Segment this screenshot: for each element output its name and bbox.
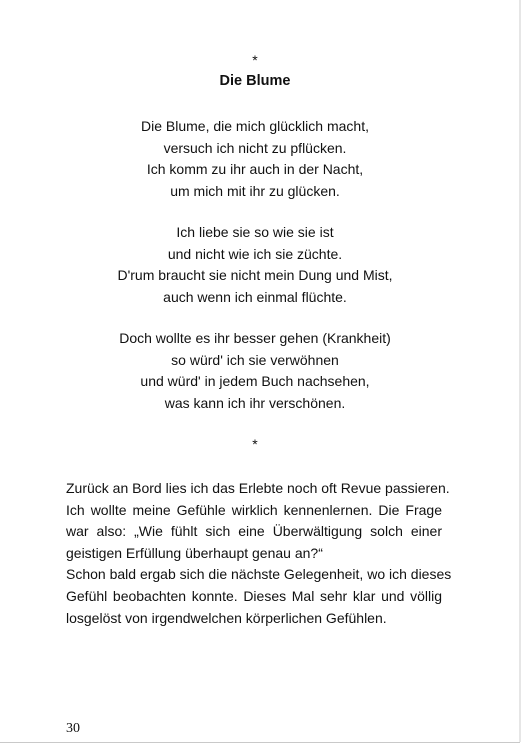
- poem-line: versuch ich nicht zu pflücken.: [163, 139, 347, 156]
- poem-line: so würd' ich sie verwöhnen: [171, 351, 339, 368]
- poem-stanza-2: [0, 222, 510, 309]
- poem-line: D'rum braucht sie nicht mein Dung und Mist,: [117, 267, 393, 284]
- poem-stanza-3: [0, 328, 510, 415]
- poem-title: Die Blume: [219, 73, 291, 89]
- poem-line: auch wenn ich einmal flüchte.: [163, 289, 347, 306]
- poem-stanza-1: [0, 116, 510, 203]
- poem-line: Die Blume, die mich glücklich macht,: [141, 118, 369, 134]
- prose-line: geistigen Erfüllung überhaupt genau an?“: [66, 544, 323, 561]
- poem-line: um mich mit ihr zu glücken.: [170, 183, 340, 200]
- poem-line: Doch wollte es ihr besser gehen (Krankheit): [119, 330, 391, 346]
- prose-line: losgelöst von irgendwelchen körperlichen Gefühlen.: [66, 609, 387, 626]
- poem-line: und nicht wie ich sie züchte.: [167, 245, 343, 262]
- section-separator-bottom: *: [252, 436, 258, 452]
- prose-line: Schon bald ergab sich die nächste Gelegenheit, wo ich dieses: [66, 566, 452, 583]
- poem-line: und würd' in jedem Buch nachsehen,: [140, 373, 370, 390]
- prose-paragraph: [66, 478, 452, 629]
- prose-line: Zurück an Bord lies ich das Erlebte noch oft Revue passieren.: [66, 480, 450, 496]
- prose-line: war also: „Wie fühlt sich eine Überwältigung solch einer: [66, 523, 442, 540]
- page-number: 30: [66, 721, 80, 736]
- poem-line: Ich komm zu ihr auch in der Nacht,: [146, 161, 364, 178]
- prose-line: Ich wollte meine Gefühle wirklich kennenlernen. Die Frage: [66, 501, 442, 518]
- prose-line: Gefühl beobachten konnte. Dieses Mal sehr klar und völlig: [66, 587, 442, 604]
- poem-line: Ich liebe sie so wie sie ist: [176, 224, 334, 240]
- poem-line: was kann ich ihr verschönen.: [164, 395, 346, 412]
- section-separator-top: *: [252, 52, 258, 68]
